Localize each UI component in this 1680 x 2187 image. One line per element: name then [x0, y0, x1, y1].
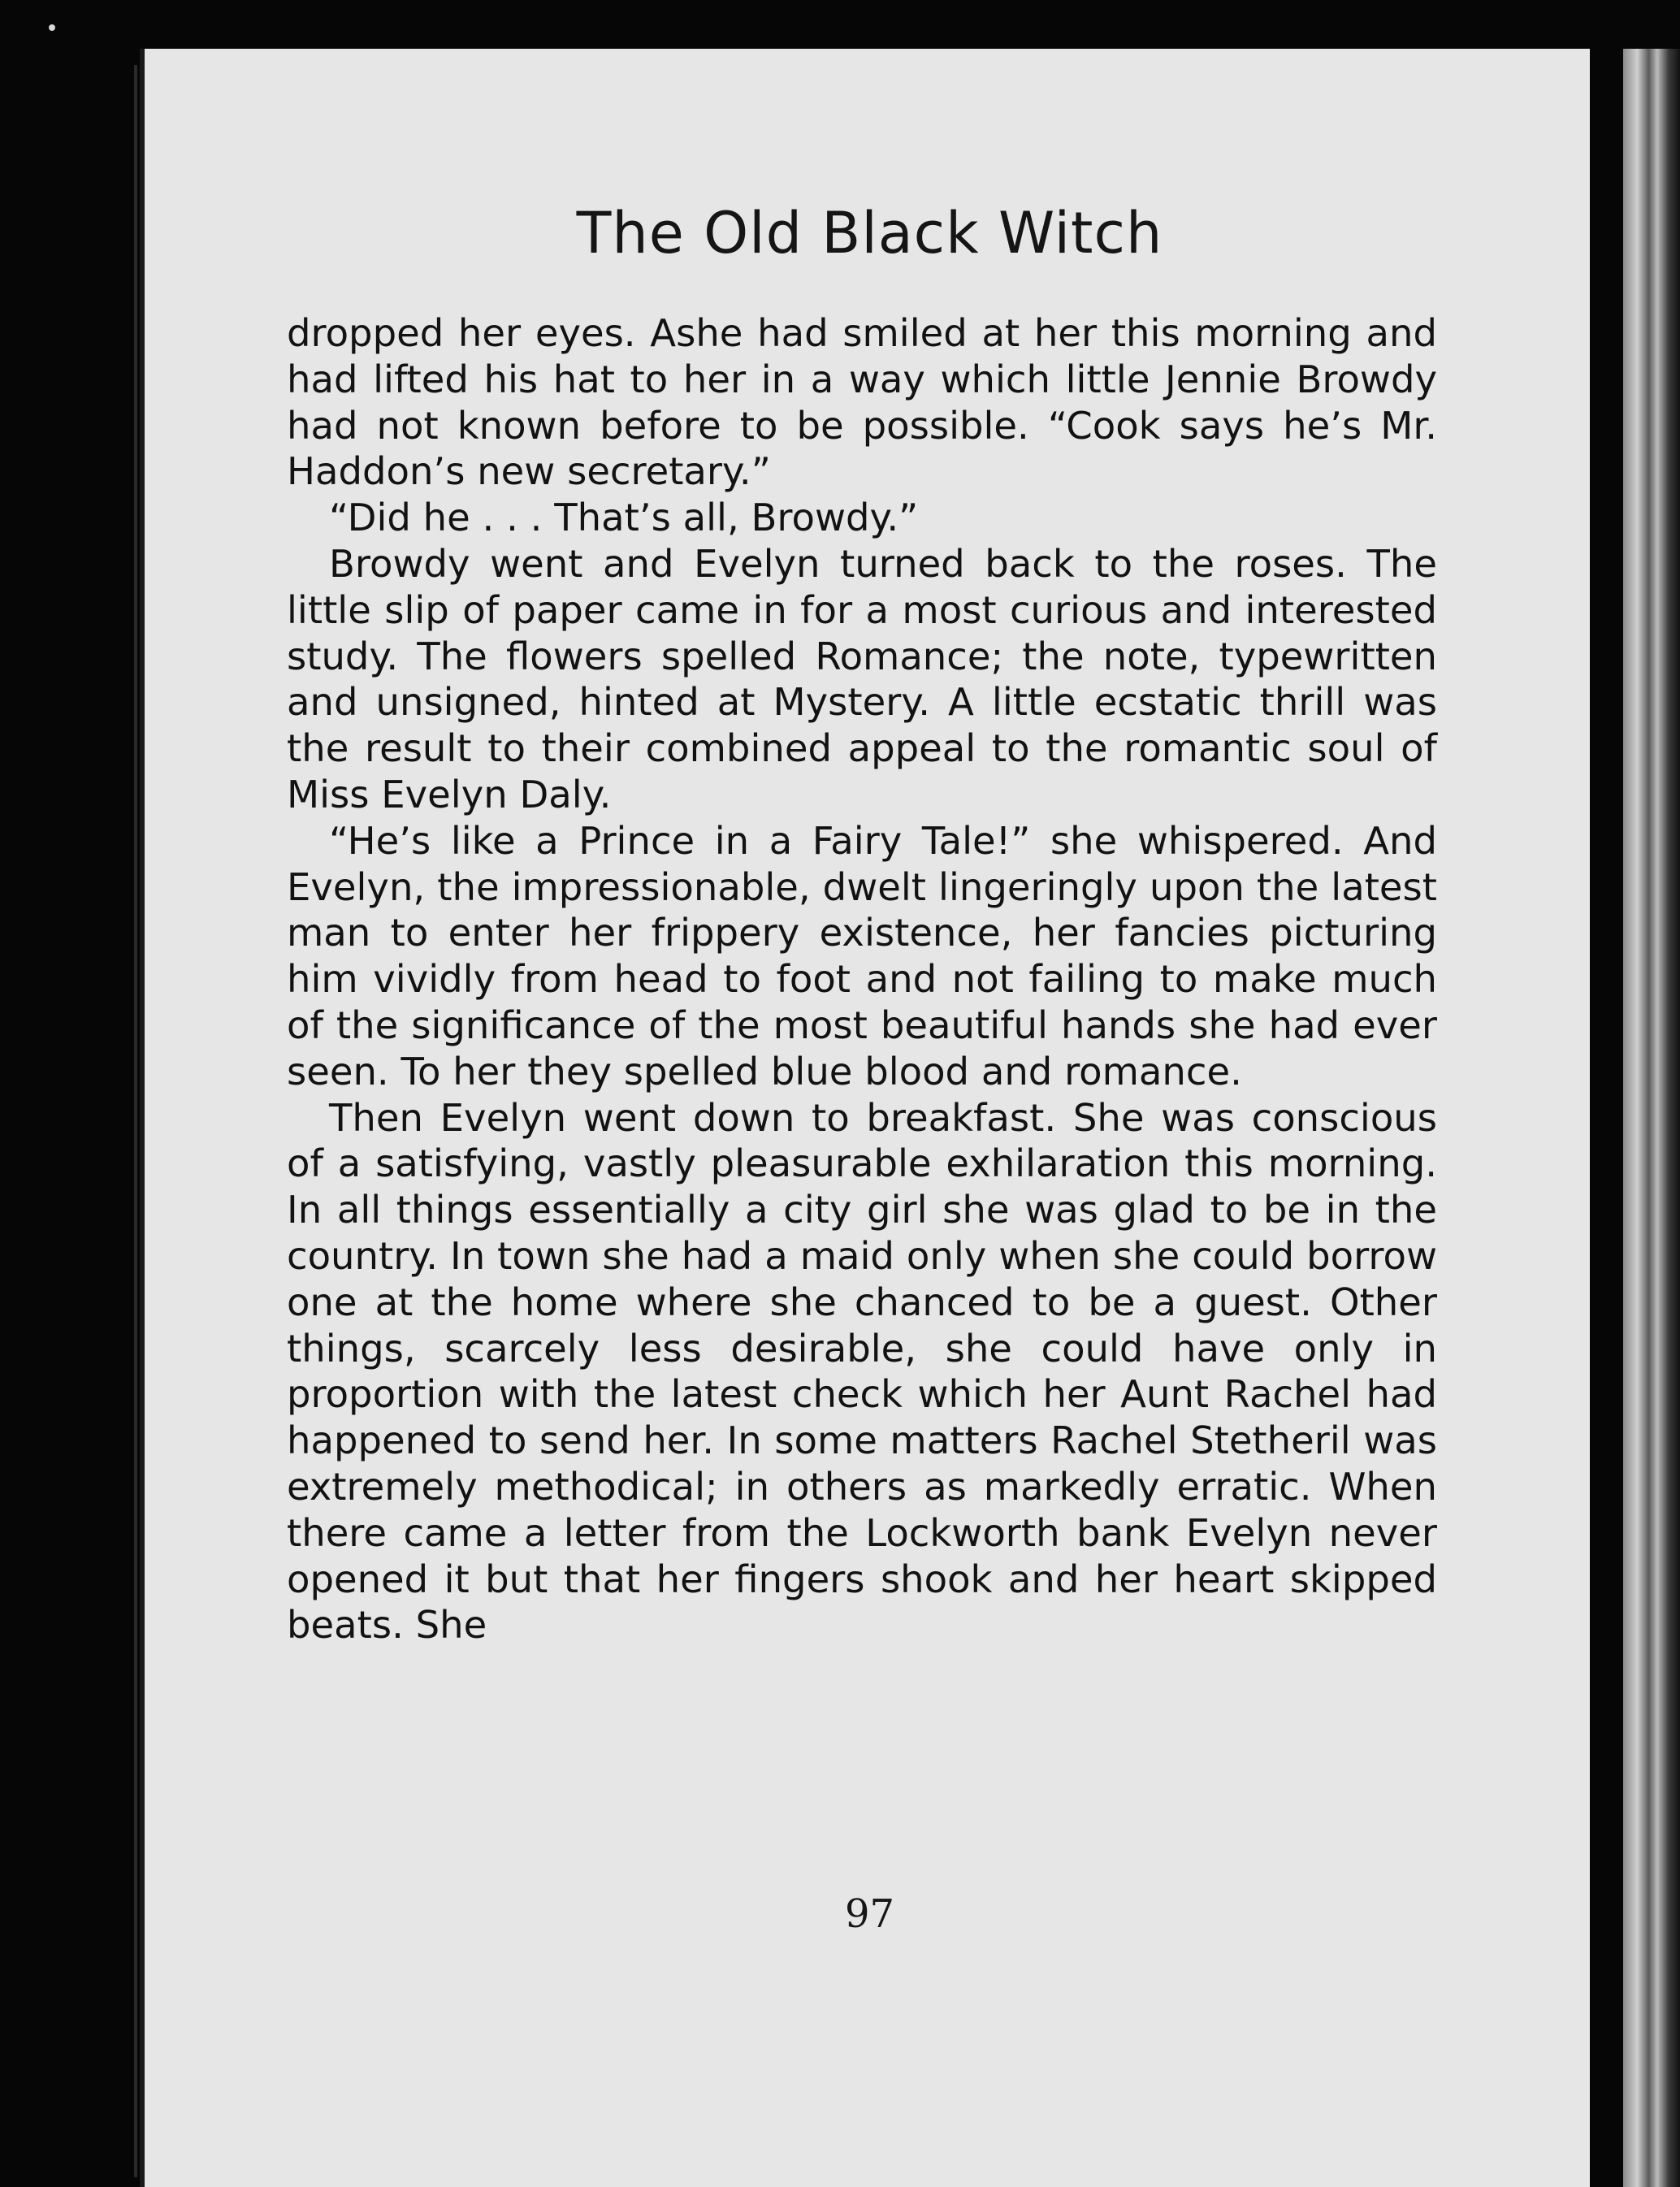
body-text	[287, 310, 1437, 1648]
paragraph: “Did he . . . That’s all, Browdy.”	[329, 496, 919, 540]
book-page	[140, 49, 1590, 2187]
paragraph: “He’s like a Prince in a Fairy Tale!” she whispered. And Evelyn, the impressionable, dwelt lingeringly upon the latest man to enter her frippery existence, her fancies picturing him vividly from head to foot and not failing to make much of the significance of the most beautiful hands she had ever seen. To her they spelled blue blood and romance.	[287, 818, 1437, 1094]
book-gutter	[134, 65, 137, 2177]
paragraph: Then Evelyn went down to breakfast. She was conscious of a satisfying, vastly pleasurable exhilaration this morning. In all things essentially a city girl she was glad to be in the country. In town she had a maid only when she could borrow one at the home where she chanced to be a guest. Other things, scarcely less desirable, she could have only in proportion with the latest check which her Aunt Rachel had happened to send her. In some matters Rachel Stetheril was extremely methodical; in others as markedly erratic. When there came a letter from the Lockworth bank Evelyn never opened it but that her fingers shook and her heart skipped beats. She	[287, 1095, 1437, 1648]
page-stack-edge	[1623, 49, 1680, 2187]
paragraph: Browdy went and Evelyn turned back to the roses. The little slip of paper came in for a most curious and interested study. The flowers spelled Romance; the note, typewritten and unsigned, hinted at Mystery. A little ecstatic thrill was the result to their combined appeal to the romantic soul of Miss Evelyn Daly.	[287, 541, 1437, 816]
page-number: 97	[844, 1891, 895, 1937]
running-head: The Old Black Witch	[576, 200, 1163, 266]
scan-speck	[49, 24, 55, 31]
paragraph: dropped her eyes. Ashe had smiled at her this morning and had lifted his hat to her in a way which little Jennie Browdy had not known before to be possible. “Cook says he’s Mr. Haddon’s new secretary.”	[287, 311, 1437, 494]
